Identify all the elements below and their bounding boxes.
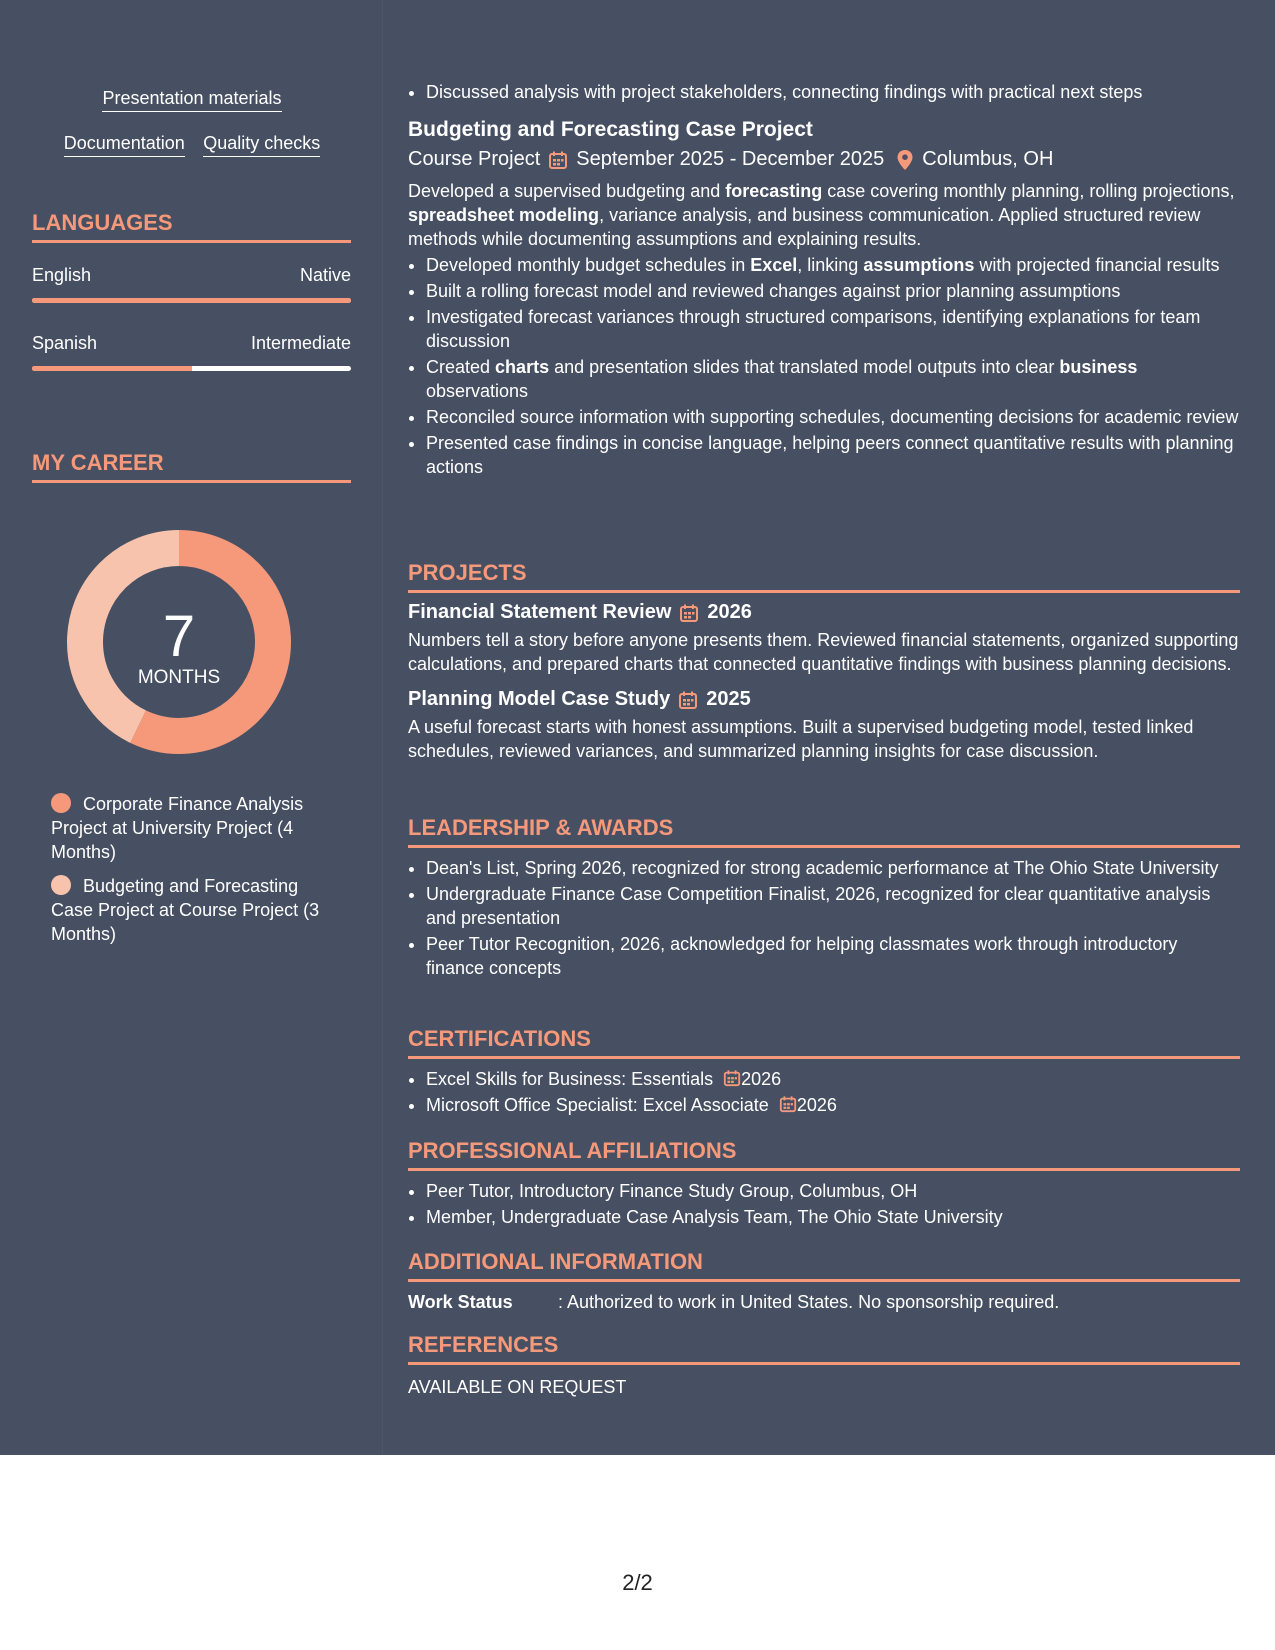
bullet-text: with projected financial results: [974, 255, 1220, 275]
cert-name: Excel Skills for Business: Essentials: [426, 1069, 714, 1089]
project-desc: A useful forecast starts with honest assumptions. Built a supervised budgeting model, tested linked schedules, reviewed variances, and summarized planning insights for case discussion.: [408, 717, 1194, 761]
language-bar-fill: [32, 298, 351, 303]
project-header: [408, 688, 1240, 711]
language-name: Spanish: [32, 333, 98, 353]
project-name: Planning Model Case Study: [408, 688, 671, 710]
leadership-section: [408, 815, 1240, 982]
bullet-keyword: Excel: [750, 255, 798, 275]
bullet-keyword: charts: [495, 357, 550, 377]
references-section: [408, 1332, 1240, 1399]
certifications-section: [408, 1026, 1240, 1119]
job-entry: [408, 118, 1240, 481]
bullet-item: • Presented case findings in concise language, helping peers connect quantitative results with planning actions: [426, 431, 1240, 479]
cert-item: [426, 1067, 1240, 1091]
cert-name: Microsoft Office Specialist: Excel Associate: [426, 1095, 769, 1115]
certifications-title: CERTIFICATIONS: [408, 1026, 1240, 1059]
bullet-text: and presentation slides that translated model outputs into clear: [549, 357, 1060, 377]
affiliations-section: [408, 1138, 1240, 1231]
cert-year: 2026: [741, 1069, 782, 1089]
language-bar: [32, 366, 351, 371]
language-name: English: [32, 265, 92, 285]
work-status-value: : Authorized to work in United States. No sponsorship required.: [558, 1292, 1060, 1312]
page-number: 2/2: [622, 1570, 653, 1595]
languages-title: LANGUAGES: [32, 210, 351, 243]
language-item: [32, 265, 351, 303]
legend-label: Corporate Finance Analysis Project at University Project (4 Months): [51, 794, 304, 862]
bullet-keyword: assumptions: [863, 255, 975, 275]
summary-text: case covering monthly planning, rolling projections,: [822, 181, 1235, 201]
languages-section: [32, 210, 351, 371]
legend-label: Budgeting and Forecasting Case Project at Course Project (3 Months): [51, 876, 320, 944]
leadership-list: [408, 856, 1240, 980]
project-name: Financial Statement Review: [408, 601, 672, 623]
cert-year: 2026: [796, 1095, 837, 1115]
additional-section: [408, 1249, 1240, 1314]
prev-job-bullets: [408, 80, 1258, 106]
bullet-item: • Peer Tutor Recognition, 2026, acknowledged for helping classmates work through introductory finance concepts: [426, 932, 1240, 980]
bullet-item: • Investigated forecast variances through structured comparisons, identifying explanations for team discussion: [426, 305, 1240, 353]
job-type: Course Project: [408, 148, 541, 170]
career-section: [32, 450, 351, 483]
skill-tag: Presentation materials: [102, 88, 281, 112]
bullet-item: • Peer Tutor, Introductory Finance Study Group, Columbus, OH: [426, 1179, 1240, 1203]
projects-title: PROJECTS: [408, 560, 1240, 593]
career-legend: [51, 792, 321, 946]
calendar-icon: [779, 1095, 797, 1113]
language-item: [32, 333, 351, 371]
bullet-item: [426, 355, 1240, 403]
summary-text: Developed a supervised budgeting and: [408, 181, 726, 201]
cert-item: [426, 1093, 1240, 1117]
language-level: Native: [299, 265, 351, 285]
legend-item: [51, 874, 321, 946]
career-title: MY CAREER: [32, 450, 351, 483]
bullet-item: [426, 253, 1240, 277]
legend-dot: [51, 875, 71, 895]
job-location: Columbus, OH: [922, 148, 1054, 170]
summary-text: , variance analysis, and business communication. Applied structured review methods while documenting assumptions and explaining results.: [408, 205, 1201, 249]
projects-section: [408, 560, 1240, 763]
skill-tag: Quality checks: [203, 133, 320, 157]
calendar-icon: [679, 603, 699, 623]
project-entry: [408, 601, 1240, 676]
calendar-icon: [678, 690, 698, 710]
job-meta: [408, 148, 1240, 171]
job-summary: [408, 179, 1240, 251]
legend-dot: [51, 793, 71, 813]
location-pin-icon: [896, 149, 914, 171]
additional-title: ADDITIONAL INFORMATION: [408, 1249, 1240, 1282]
project-year: 2026: [707, 601, 752, 623]
bullet-keyword: business: [1059, 357, 1138, 377]
leadership-title: LEADERSHIP & AWARDS: [408, 815, 1240, 848]
language-bar: [32, 298, 351, 303]
language-bar-fill: [32, 366, 192, 371]
skill-tag: Documentation: [64, 133, 185, 157]
language-level: Intermediate: [250, 333, 351, 353]
career-unit: MONTHS: [137, 667, 221, 688]
summary-keyword: forecasting: [725, 181, 823, 201]
career-donut-chart: [59, 522, 299, 762]
bullet-item: • Undergraduate Finance Case Competition Finalist, 2026, recognized for clear quantitative analysis and presentation: [426, 882, 1240, 930]
summary-keyword: spreadsheet modeling: [408, 205, 600, 225]
bullet-text: Created: [426, 357, 496, 377]
bullet-item: • Built a rolling forecast model and reviewed changes against prior planning assumptions: [426, 279, 1240, 303]
bullet-item: • Discussed analysis with project stakeholders, connecting findings with practical next steps: [426, 80, 1258, 104]
sidebar: [0, 0, 383, 1455]
job-dates: September 2025 - December 2025: [576, 148, 885, 170]
skills-row-2: [32, 133, 352, 157]
job-title: Budgeting and Forecasting Case Project: [408, 118, 813, 141]
affiliations-list: [408, 1179, 1240, 1229]
calendar-icon: [723, 1069, 741, 1087]
project-desc: Numbers tell a story before anyone presents them. Reviewed financial statements, organized supporting calculations, and prepared charts that connected quantitative findings with business planning decisions.: [408, 630, 1239, 674]
project-year: 2025: [706, 688, 751, 710]
bullet-text: observations: [426, 381, 529, 401]
job-bullets: [408, 253, 1240, 479]
references-title: REFERENCES: [408, 1332, 1240, 1365]
bullet-item: • Member, Undergraduate Case Analysis Team, The Ohio State University: [426, 1205, 1240, 1229]
legend-item: [51, 792, 321, 864]
bullet-item: • Dean's List, Spring 2026, recognized for strong academic performance at The Ohio State University: [426, 856, 1240, 880]
work-status-row: [408, 1290, 1240, 1314]
calendar-icon: [548, 150, 568, 170]
bullet-text: Developed monthly budget schedules in: [426, 255, 751, 275]
project-entry: [408, 688, 1240, 763]
work-status-label: Work Status: [408, 1292, 513, 1312]
references-text: AVAILABLE ON REQUEST: [408, 1377, 627, 1397]
project-header: [408, 601, 1240, 624]
bullet-text: , linking: [797, 255, 864, 275]
certifications-list: [408, 1067, 1240, 1117]
affiliations-title: PROFESSIONAL AFFILIATIONS: [408, 1138, 1240, 1171]
bullet-item: • Reconciled source information with supporting schedules, documenting decisions for academic review: [426, 405, 1240, 429]
career-total: 7: [162, 604, 196, 669]
skills-row-1: [32, 88, 352, 112]
